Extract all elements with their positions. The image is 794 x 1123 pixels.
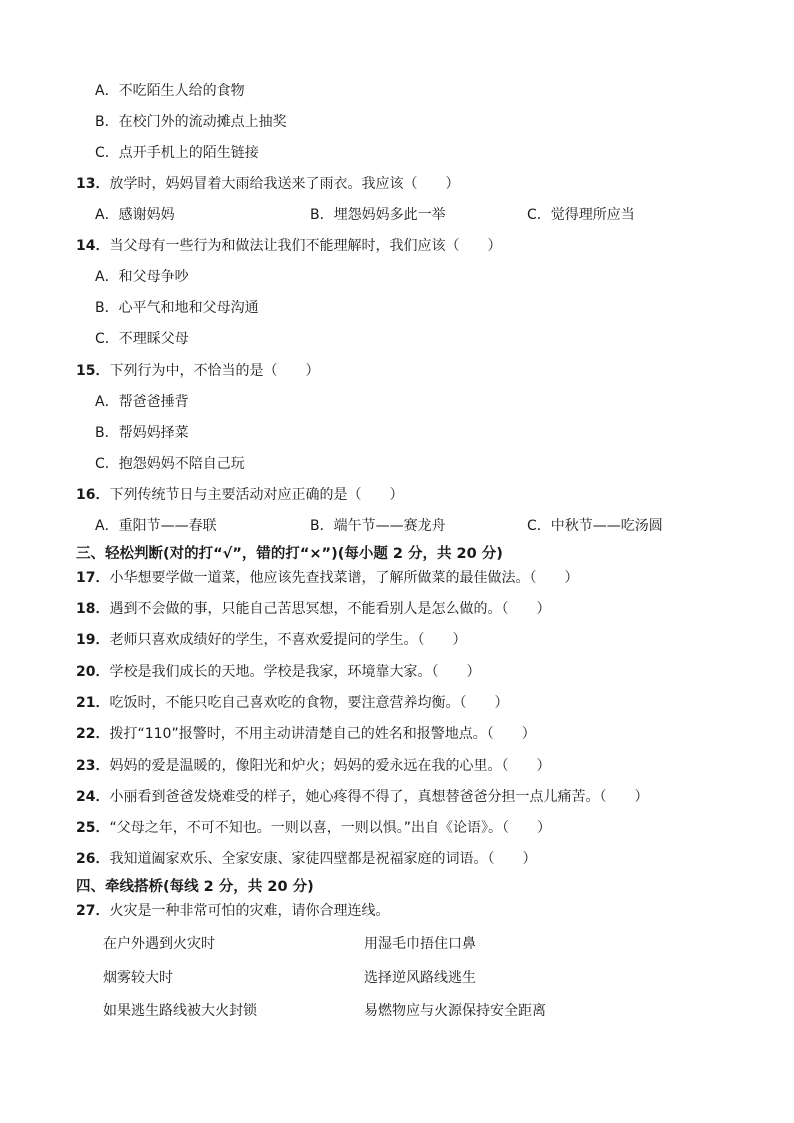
- match-right-item: 易燃物应与火源保持安全距离: [364, 1003, 546, 1019]
- q27-text: 火灾是一种非常可怕的灾难，请你合理连线。: [109, 903, 390, 919]
- judgement-item: [76, 756, 550, 776]
- judgement-number: 20．: [76, 664, 110, 680]
- judgement-number: 22．: [76, 726, 110, 742]
- judgement-text: 老师只喜欢成绩好的学生，不喜欢爱提问的学生。（ ）: [109, 632, 467, 648]
- judgement-number: 23．: [76, 758, 110, 774]
- judgement-number: 26．: [76, 851, 110, 867]
- judgement-number: 19．: [76, 632, 110, 648]
- judgement-item: [76, 724, 536, 744]
- judgement-number: 21．: [76, 695, 110, 711]
- judgement-text: 妈妈的爱是温暖的，像阳光和炉火；妈妈的爱永远在我的心里。（ ）: [109, 758, 551, 774]
- q12-option-b: B．在校门外的流动摊点上抽奖: [95, 114, 287, 130]
- q12-option-a: A．不吃陌生人给的食物: [95, 83, 245, 99]
- judgement-item: [76, 662, 480, 682]
- section-3-heading: 三、轻松判断(对的打“√”，错的打“×”)(每小题 2 分，共 20 分): [76, 546, 503, 562]
- q16-option-c: C．中秋节——吃汤圆: [527, 518, 663, 534]
- q16-option-b: B．端午节——赛龙舟: [310, 518, 446, 534]
- q13-number: 13．: [76, 176, 110, 192]
- q15-text: 下列行为中，不恰当的是（ ）: [109, 363, 320, 379]
- match-left-item: 在户外遇到火灾时: [103, 936, 215, 952]
- judgement-item: [76, 630, 466, 650]
- judgement-text: 学校是我们成长的天地。学校是我家，环境靠大家。（ ）: [109, 664, 481, 680]
- q27-number: 27．: [76, 903, 110, 919]
- q14-option-c: C．不理睬父母: [95, 331, 189, 347]
- q16-question: [76, 485, 403, 505]
- q14-option-b: B．心平气和地和父母沟通: [95, 300, 259, 316]
- q14-question: [76, 236, 501, 256]
- q14-number: 14．: [76, 238, 110, 254]
- judgement-item: [76, 818, 551, 838]
- judgement-number: 24．: [76, 789, 110, 805]
- match-left-item: 如果逃生路线被大火封锁: [103, 1003, 257, 1019]
- judgement-text: 小丽看到爸爸发烧难受的样子，她心疼得不得了，真想替爸爸分担一点儿痛苦。（ ）: [109, 789, 649, 805]
- judgement-text: “父母之年，不可不知也。一则以喜，一则以惧。”出自《论语》。（ ）: [109, 820, 551, 836]
- judgement-text: 小华想要学做一道菜，他应该先查找菜谱，了解所做菜的最佳做法。（ ）: [109, 570, 579, 586]
- q13-option-b: B．埋怨妈妈多此一举: [310, 207, 446, 223]
- q13-option-c: C．觉得理所应当: [527, 207, 635, 223]
- q16-number: 16．: [76, 487, 110, 503]
- q14-text: 当父母有一些行为和做法让我们不能理解时，我们应该（ ）: [109, 238, 502, 254]
- q13-question: [76, 174, 459, 194]
- q14-option-a: A．和父母争吵: [95, 269, 189, 285]
- q15-question: [76, 361, 319, 381]
- match-left-item: 烟雾较大时: [103, 970, 173, 986]
- judgement-text: 我知道阖家欢乐、全家安康、家徒四壁都是祝福家庭的词语。（ ）: [109, 851, 537, 867]
- q15-option-b: B．帮妈妈择菜: [95, 425, 189, 441]
- q27-question: [76, 901, 389, 921]
- match-right-item: 用湿毛巾捂住口鼻: [364, 936, 476, 952]
- q16-option-a: A．重阳节——春联: [95, 518, 217, 534]
- judgement-text: 遇到不会做的事，只能自己苦思冥想，不能看别人是怎么做的。（ ）: [109, 601, 551, 617]
- q15-option-a: A．帮爸爸捶背: [95, 394, 189, 410]
- judgement-text: 吃饭时，不能只吃自己喜欢吃的食物，要注意营养均衡。（ ）: [109, 695, 509, 711]
- section-4-heading: 四、牵线搭桥(每线 2 分，共 20 分): [76, 879, 314, 895]
- judgement-number: 18．: [76, 601, 110, 617]
- judgement-item: [76, 599, 550, 619]
- judgement-item: [76, 849, 536, 869]
- judgement-text: 拨打“110”报警时，不用主动讲清楚自己的姓名和报警地点。（ ）: [109, 726, 536, 742]
- judgement-number: 25．: [76, 820, 110, 836]
- judgement-item: [76, 787, 648, 807]
- q15-option-c: C．抱怨妈妈不陪自己玩: [95, 456, 245, 472]
- judgement-number: 17．: [76, 570, 110, 586]
- q16-text: 下列传统节日与主要活动对应正确的是（ ）: [109, 487, 404, 503]
- q12-option-c: C．点开手机上的陌生链接: [95, 145, 259, 161]
- q13-text: 放学时，妈妈冒着大雨给我送来了雨衣。我应该（ ）: [109, 176, 460, 192]
- judgement-item: [76, 568, 578, 588]
- q13-option-a: A．感谢妈妈: [95, 207, 175, 223]
- judgement-item: [76, 693, 508, 713]
- match-right-item: 选择逆风路线逃生: [364, 970, 476, 986]
- q15-number: 15．: [76, 363, 110, 379]
